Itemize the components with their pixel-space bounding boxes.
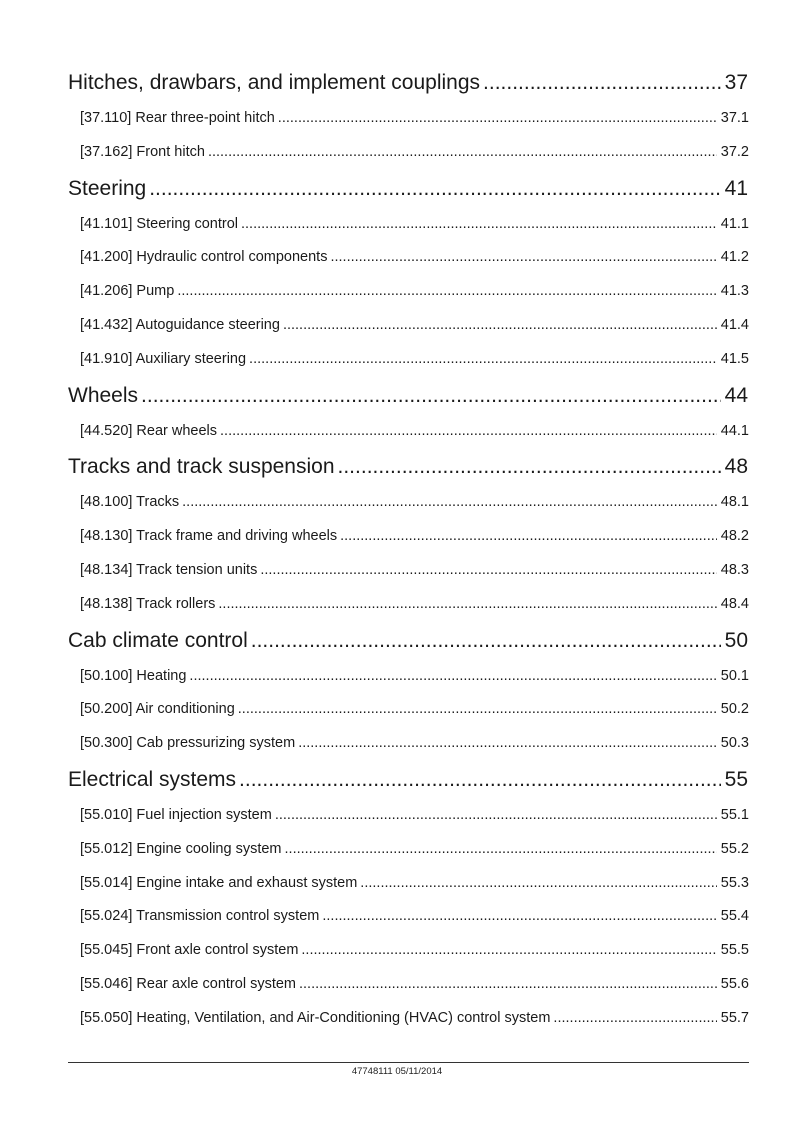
toc-item-page: 41.1 — [720, 215, 749, 232]
toc-item-title: [48.134] Track tension units — [80, 561, 258, 578]
dot-leader — [330, 241, 716, 275]
dot-leader — [149, 170, 720, 208]
dot-leader — [239, 761, 721, 799]
toc-item[interactable] — [68, 486, 749, 520]
toc-item[interactable] — [68, 554, 749, 588]
toc-item-title: [48.138] Track rollers — [80, 595, 216, 612]
dot-leader — [238, 693, 717, 727]
dot-leader — [241, 208, 717, 242]
dot-leader — [275, 799, 717, 833]
toc-item-title: [50.300] Cab pressurizing system — [80, 735, 296, 752]
table-of-contents — [68, 64, 749, 1036]
toc-item[interactable] — [68, 309, 749, 343]
dot-leader — [182, 486, 717, 520]
toc-item-page: 55.7 — [720, 1009, 749, 1026]
dot-leader — [483, 64, 721, 102]
toc-item[interactable] — [68, 727, 749, 761]
toc-item-title: [55.012] Engine cooling system — [80, 840, 282, 857]
toc-item[interactable] — [68, 968, 749, 1002]
dot-leader — [249, 343, 717, 377]
toc-item-page: 48.1 — [720, 494, 749, 511]
toc-section-title: Cab climate control — [68, 628, 248, 652]
toc-item-page: 41.3 — [720, 283, 749, 300]
toc-item-title: [55.046] Rear axle control system — [80, 975, 296, 992]
toc-section-page: 41 — [724, 176, 748, 200]
toc-item-title: [48.130] Track frame and driving wheels — [80, 528, 338, 545]
toc-item[interactable] — [68, 833, 749, 867]
toc-section-page: 44 — [724, 383, 748, 407]
toc-item[interactable] — [68, 1002, 749, 1036]
dot-leader — [322, 900, 716, 934]
toc-section-page: 55 — [724, 767, 748, 791]
dot-leader — [218, 588, 716, 622]
dot-leader — [553, 1002, 716, 1036]
toc-section-title: Steering — [68, 176, 147, 200]
toc-item[interactable] — [68, 900, 749, 934]
toc-item-title: [55.045] Front axle control system — [80, 942, 299, 959]
toc-item[interactable] — [68, 660, 749, 694]
toc-item[interactable] — [68, 867, 749, 901]
toc-item-title: [55.014] Engine intake and exhaust system — [80, 874, 358, 891]
toc-section[interactable] — [68, 170, 749, 208]
toc-item-page: 48.2 — [720, 528, 749, 545]
toc-section[interactable] — [68, 64, 749, 102]
toc-section-title: Tracks and track suspension — [68, 455, 335, 479]
toc-item-title: [50.100] Heating — [80, 667, 187, 684]
dot-leader — [360, 867, 716, 901]
footer-divider — [68, 1062, 749, 1063]
toc-item[interactable] — [68, 693, 749, 727]
toc-item-title: [48.100] Tracks — [80, 494, 180, 511]
toc-item-page: 55.4 — [720, 908, 749, 925]
toc-section[interactable] — [68, 761, 749, 799]
dot-leader — [301, 934, 716, 968]
dot-leader — [260, 554, 716, 588]
toc-item[interactable] — [68, 102, 749, 136]
toc-item[interactable] — [68, 415, 749, 449]
toc-item-page: 37.2 — [720, 143, 749, 160]
toc-item-page: 44.1 — [720, 422, 749, 439]
toc-item-title: [41.910] Auxiliary steering — [80, 350, 247, 367]
toc-item-page: 41.2 — [720, 249, 749, 266]
dot-leader — [283, 309, 717, 343]
footer-doc-id: 47748111 05/11/2014 — [351, 1066, 443, 1077]
toc-item[interactable] — [68, 241, 749, 275]
toc-item-title: [41.101] Steering control — [80, 215, 238, 232]
toc-item-title: [41.206] Pump — [80, 283, 175, 300]
toc-section[interactable] — [68, 448, 749, 486]
toc-item-page: 50.2 — [720, 701, 749, 718]
dot-leader — [278, 102, 717, 136]
toc-item-page: 55.6 — [720, 975, 749, 992]
toc-item-title: [44.520] Rear wheels — [80, 422, 218, 439]
dot-leader — [340, 520, 717, 554]
toc-item-title: [50.200] Air conditioning — [80, 701, 235, 718]
toc-section-title: Electrical systems — [68, 767, 237, 791]
toc-section-page: 48 — [724, 455, 748, 479]
toc-item-title: [37.110] Rear three-point hitch — [80, 110, 275, 126]
dot-leader — [298, 727, 717, 761]
toc-item-page: 41.5 — [720, 350, 749, 367]
toc-section[interactable] — [68, 377, 749, 415]
toc-item-page: 55.2 — [720, 840, 749, 857]
dot-leader — [220, 415, 717, 449]
toc-section-page: 50 — [724, 628, 748, 652]
toc-item-page: 55.1 — [720, 806, 749, 823]
dot-leader — [299, 968, 717, 1002]
dot-leader — [285, 833, 717, 867]
toc-item-page: 55.3 — [720, 874, 749, 891]
toc-item-title: [55.050] Heating, Ventilation, and Air-Conditioning (HVAC) control system — [80, 1009, 551, 1026]
toc-item-title: [37.162] Front hitch — [80, 143, 205, 160]
dot-leader — [338, 448, 721, 486]
toc-item[interactable] — [68, 136, 749, 170]
toc-section[interactable] — [68, 622, 749, 660]
toc-section-title: Wheels — [68, 383, 139, 407]
toc-item-page: 41.4 — [720, 316, 749, 333]
toc-item-page: 37.1 — [720, 110, 749, 126]
toc-item[interactable] — [68, 343, 749, 377]
toc-item-title: [55.010] Fuel injection system — [80, 806, 272, 823]
toc-item[interactable] — [68, 934, 749, 968]
toc-item[interactable] — [68, 520, 749, 554]
dot-leader — [177, 275, 716, 309]
dot-leader — [189, 660, 716, 694]
dot-leader — [208, 136, 717, 170]
toc-item[interactable] — [68, 588, 749, 622]
toc-section-page: 37 — [724, 71, 748, 94]
toc-item-page: 50.3 — [720, 735, 749, 752]
toc-item-page: 55.5 — [720, 942, 749, 959]
toc-item-title: [55.024] Transmission control system — [80, 908, 320, 925]
toc-item-page: 50.1 — [720, 667, 749, 684]
dot-leader — [251, 622, 721, 660]
toc-item[interactable] — [68, 208, 749, 242]
toc-item-page: 48.3 — [720, 561, 749, 578]
toc-item-title: [41.432] Autoguidance steering — [80, 316, 280, 333]
toc-item-title: [41.200] Hydraulic control components — [80, 249, 328, 266]
toc-section-title: Hitches, drawbars, and implement couplings — [68, 71, 481, 94]
dot-leader — [141, 377, 721, 415]
toc-item-page: 48.4 — [720, 595, 749, 612]
toc-item[interactable] — [68, 799, 749, 833]
toc-item[interactable] — [68, 275, 749, 309]
